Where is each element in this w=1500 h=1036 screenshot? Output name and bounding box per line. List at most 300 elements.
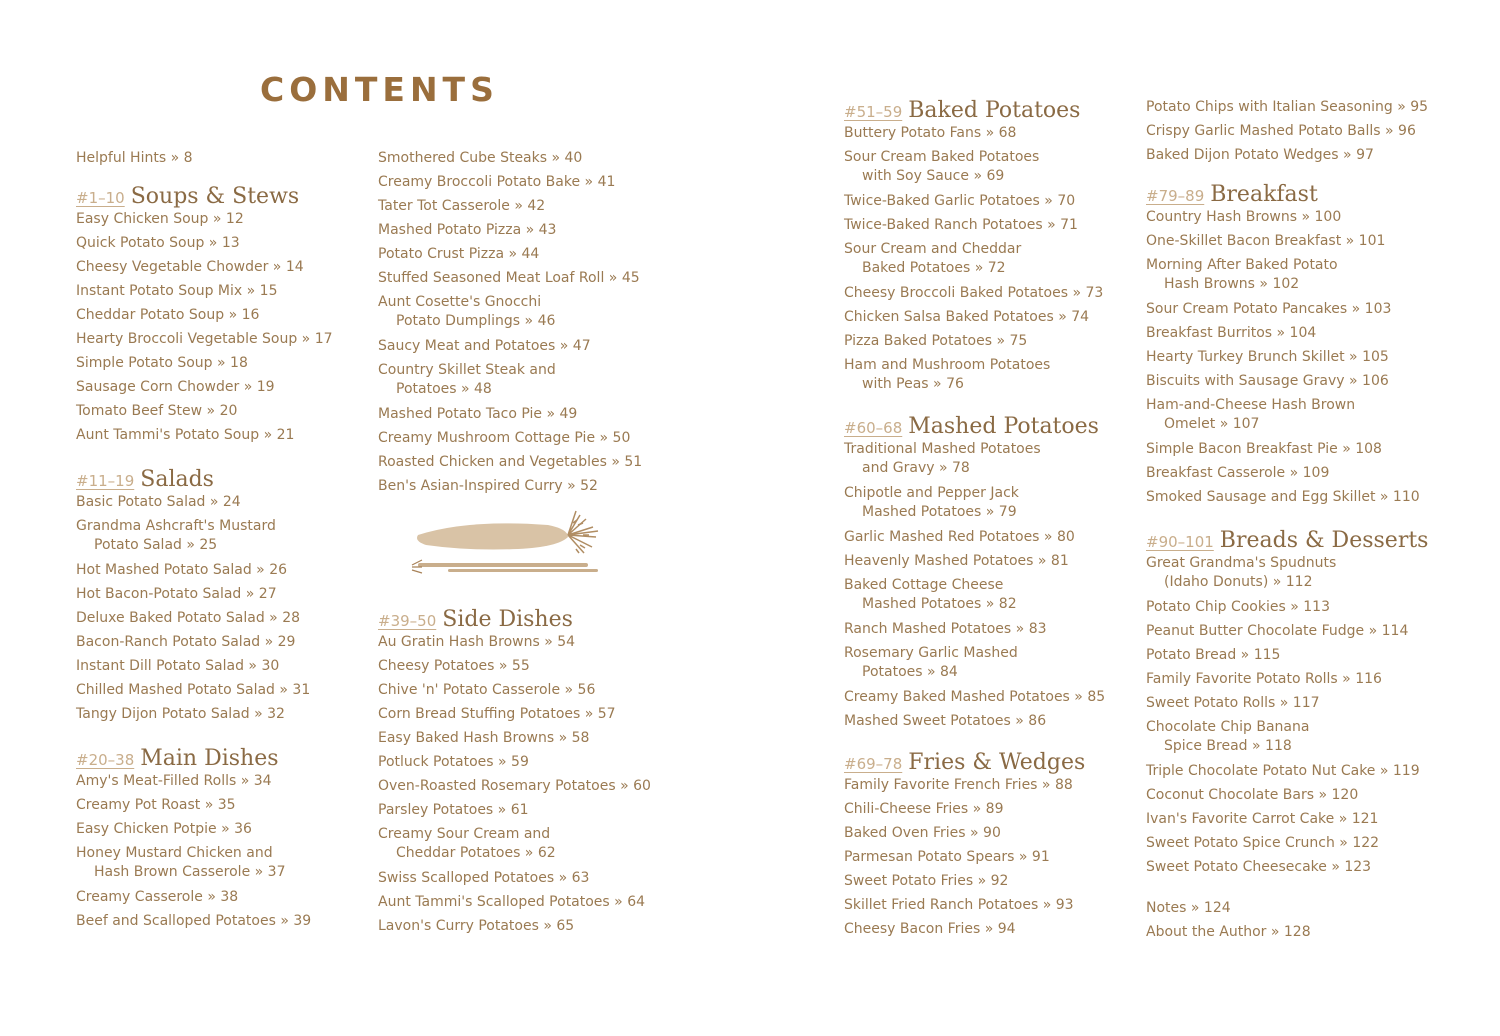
entry-title: Swiss Scalloped Potatoes <box>378 870 555 886</box>
section-breakfast <box>1146 182 1446 512</box>
toc-entry[interactable] <box>844 644 1144 688</box>
section-main-dishes-cont <box>378 149 678 501</box>
entry-page: 92 <box>990 873 1009 889</box>
entry-page: 8 <box>183 150 193 166</box>
toc-entry[interactable]: Easy Chicken Soup » 12 <box>76 211 244 227</box>
entry-title: Hot Bacon-Potato Salad <box>76 586 242 602</box>
toc-entry[interactable]: Crispy Garlic Mashed Potato Balls » 96 <box>1146 123 1416 139</box>
toc-entry[interactable] <box>844 148 1144 192</box>
entry-page: 104 <box>1289 325 1317 341</box>
toc-entry[interactable]: Beef and Scalloped Potatoes » 39 <box>76 913 312 929</box>
toc-entry[interactable]: Hot Bacon-Potato Salad » 27 <box>76 586 277 602</box>
entry-title: Potato Chips with Italian Seasoning <box>1146 99 1393 115</box>
entry-page: 94 <box>997 921 1016 937</box>
entry-page: 43 <box>538 222 557 238</box>
entry-page: 44 <box>521 246 540 262</box>
toc-entry[interactable]: Quick Potato Soup » 13 <box>76 235 240 251</box>
toc-entry[interactable]: Instant Dill Potato Salad » 30 <box>76 658 280 674</box>
entry-page: 69 <box>986 168 1005 184</box>
entry-title: Sweet Potato Rolls <box>1146 695 1276 711</box>
toc-entry[interactable]: Cheesy Bacon Fries » 94 <box>844 921 1016 937</box>
entry-page: 30 <box>261 658 280 674</box>
entry-page: 34 <box>253 773 272 789</box>
entry-title: Easy Chicken Soup <box>76 211 209 227</box>
section-range: #69–78 <box>844 755 903 773</box>
entry-title: Creamy Sour Cream and <box>378 826 551 842</box>
entry-page: 97 <box>1356 147 1374 163</box>
entry-title-continued: Potatoes » 48 <box>396 381 492 397</box>
section-heading[interactable] <box>844 414 1144 440</box>
toc-entry[interactable]: Bacon-Ranch Potato Salad » 29 <box>76 634 296 650</box>
toc-entry[interactable]: Smothered Cube Steaks » 40 <box>378 150 583 166</box>
entry-page: 63 <box>571 870 590 886</box>
entry-page: 60 <box>633 778 651 794</box>
entry-title: Sweet Potato Cheesecake <box>1146 859 1327 875</box>
entry-title: Creamy Broccoli Potato Bake <box>378 174 581 190</box>
entry-page: 122 <box>1352 835 1380 851</box>
section-heading[interactable] <box>844 750 1144 776</box>
toc-entry[interactable]: Sweet Potato Spice Crunch » 122 <box>1146 835 1380 851</box>
entry-title: Ivan's Favorite Carrot Cake <box>1146 811 1335 827</box>
toc-entry[interactable]: Smoked Sausage and Egg Skillet » 110 <box>1146 489 1420 505</box>
section-range: #51–59 <box>844 103 903 121</box>
toc-entry[interactable] <box>1146 554 1446 598</box>
entry-page: 85 <box>1087 689 1106 705</box>
entry-page: 105 <box>1362 349 1389 365</box>
entry-page: 100 <box>1314 209 1342 225</box>
toc-entry[interactable]: Family Favorite Potato Rolls » 116 <box>1146 671 1382 687</box>
toc-entry[interactable] <box>378 825 678 869</box>
toc-entry[interactable]: Baked Dijon Potato Wedges » 97 <box>1146 147 1374 163</box>
entry-page: 56 <box>577 682 596 698</box>
toc-entry[interactable]: Triple Chocolate Potato Nut Cake » 119 <box>1146 763 1420 779</box>
entry-title: About the Author <box>1146 924 1267 940</box>
section-baked-potatoes <box>844 98 1144 400</box>
toc-entry[interactable]: Family Favorite French Fries » 88 <box>844 777 1073 793</box>
entry-title: Creamy Baked Mashed Potatoes <box>844 689 1070 705</box>
entry-title: Great Grandma's Spudnuts <box>1146 555 1337 571</box>
entry-title-continued: Omelet » 107 <box>1164 416 1260 432</box>
toc-entry[interactable]: Creamy Baked Mashed Potatoes » 85 <box>844 689 1106 705</box>
entry-title: Ranch Mashed Potatoes <box>844 621 1012 637</box>
section-salads <box>76 467 376 729</box>
toc-entry[interactable]: Amy's Meat-Filled Rolls » 34 <box>76 773 272 789</box>
toc-entry[interactable]: Notes » 124 <box>1146 900 1231 916</box>
entry-page: 95 <box>1410 99 1429 115</box>
toc-entry[interactable]: Roasted Chicken and Vegetables » 51 <box>378 454 643 470</box>
entry-title-line2: Hash Brown Casserole <box>94 864 251 880</box>
entry-page: 124 <box>1203 900 1231 916</box>
section-range: #11–19 <box>76 472 135 490</box>
entry-page: 107 <box>1232 416 1260 432</box>
toc-entry[interactable]: Corn Bread Stuffing Potatoes » 57 <box>378 706 616 722</box>
entry-page: 72 <box>987 260 1006 276</box>
entry-page: 121 <box>1351 811 1379 827</box>
toc-entry[interactable]: Twice-Baked Garlic Potatoes » 70 <box>844 193 1076 209</box>
entry-page: 51 <box>624 454 643 470</box>
entry-page: 118 <box>1265 738 1292 754</box>
entry-title: Chipotle and Pepper Jack <box>844 485 1019 501</box>
entry-page: 114 <box>1381 623 1409 639</box>
entry-title-line2: with Soy Sauce <box>862 168 969 184</box>
toc-entry[interactable]: Oven-Roasted Rosemary Potatoes » 60 <box>378 778 651 794</box>
entry-title: Corn Bread Stuffing Potatoes <box>378 706 581 722</box>
entry-page: 32 <box>267 706 285 722</box>
entry-title: Rosemary Garlic Mashed <box>844 645 1018 661</box>
section-title: Soups & Stews <box>130 184 300 209</box>
entry-page: 70 <box>1057 193 1076 209</box>
entry-page: 14 <box>285 259 304 275</box>
section-heading[interactable] <box>76 184 376 210</box>
toc-entry[interactable] <box>378 293 678 337</box>
entry-title: Family Favorite French Fries <box>844 777 1038 793</box>
toc-entry[interactable]: Potluck Potatoes » 59 <box>378 754 529 770</box>
toc-entry[interactable]: Chicken Salsa Baked Potatoes » 74 <box>844 309 1090 325</box>
entry-page: 42 <box>527 198 546 214</box>
toc-entry[interactable]: Potato Crust Pizza » 44 <box>378 246 540 262</box>
entry-title: Helpful Hints <box>76 150 167 166</box>
toc-entry[interactable]: Twice-Baked Ranch Potatoes » 71 <box>844 217 1078 233</box>
section-breads-desserts <box>1146 528 1446 882</box>
entry-page: 61 <box>510 802 529 818</box>
entry-title: Instant Dill Potato Salad <box>76 658 244 674</box>
entry-title: Sour Cream and Cheddar <box>844 241 1022 257</box>
toc-entry[interactable]: Country Hash Browns » 100 <box>1146 209 1342 225</box>
toc-entry[interactable]: Garlic Mashed Red Potatoes » 80 <box>844 529 1075 545</box>
entry-page: 57 <box>597 706 616 722</box>
entry-title: Hot Mashed Potato Salad <box>76 562 252 578</box>
entry-title-line2: Hash Browns <box>1164 276 1255 292</box>
toc-entry[interactable]: Sweet Potato Rolls » 117 <box>1146 695 1320 711</box>
entry-page: 12 <box>225 211 244 227</box>
entry-title: Baked Dijon Potato Wedges <box>1146 147 1339 163</box>
entry-title-line2: Baked Potatoes <box>862 260 971 276</box>
entry-title: Easy Baked Hash Browns <box>378 730 555 746</box>
toc-entry[interactable]: Mashed Sweet Potatoes » 86 <box>844 713 1047 729</box>
toc-entry[interactable]: Stuffed Seasoned Meat Loaf Roll » 45 <box>378 270 640 286</box>
toc-entry[interactable]: Swiss Scalloped Potatoes » 63 <box>378 870 590 886</box>
entry-page: 117 <box>1292 695 1320 711</box>
entry-title: Mashed Potato Pizza <box>378 222 522 238</box>
toc-entry[interactable]: Easy Chicken Potpie » 36 <box>76 821 252 837</box>
toc-entry[interactable]: Parmesan Potato Spears » 91 <box>844 849 1050 865</box>
entry-title: Sour Cream Baked Potatoes <box>844 149 1040 165</box>
entry-title: Ham-and-Cheese Hash Brown <box>1146 397 1356 413</box>
entry-title: Chilled Mashed Potato Salad <box>76 682 275 698</box>
entry-title-continued: with Soy Sauce » 69 <box>862 168 1005 184</box>
entry-page: 120 <box>1331 787 1359 803</box>
section-range: #20–38 <box>76 751 135 769</box>
page-title: CONTENTS <box>260 70 499 109</box>
entry-page: 26 <box>269 562 288 578</box>
toc-entry[interactable] <box>1146 396 1446 440</box>
entry-page: 101 <box>1358 233 1386 249</box>
toc-entry[interactable] <box>1146 256 1446 300</box>
entry-page: 89 <box>985 801 1004 817</box>
entry-page: 55 <box>511 658 530 674</box>
entry-title: Sour Cream Potato Pancakes <box>1146 301 1348 317</box>
entry-title: Ham and Mushroom Potatoes <box>844 357 1051 373</box>
entry-title: Baked Oven Fries <box>844 825 966 841</box>
section-title: Breakfast <box>1210 182 1318 207</box>
section-heading[interactable] <box>1146 528 1446 554</box>
toc-entry[interactable]: Hot Mashed Potato Salad » 26 <box>76 562 288 578</box>
toc-entry[interactable]: Ranch Mashed Potatoes » 83 <box>844 621 1047 637</box>
entry-page: 113 <box>1303 599 1330 615</box>
toc-entry[interactable]: Skillet Fried Ranch Potatoes » 93 <box>844 897 1074 913</box>
toc-entry[interactable]: Parsley Potatoes » 61 <box>378 802 529 818</box>
entry-title: Bacon-Ranch Potato Salad <box>76 634 261 650</box>
entry-title: Pizza Baked Potatoes <box>844 333 993 349</box>
entry-page: 91 <box>1031 849 1050 865</box>
entry-page: 13 <box>221 235 240 251</box>
toc-entry[interactable]: Chilled Mashed Potato Salad » 31 <box>76 682 311 698</box>
toc-entry[interactable] <box>76 517 376 561</box>
toc-entry[interactable]: Breakfast Casserole » 109 <box>1146 465 1330 481</box>
entry-title: Mashed Potato Taco Pie <box>378 406 543 422</box>
section-heading[interactable] <box>1146 182 1446 208</box>
entry-page: 29 <box>277 634 296 650</box>
entry-title: Honey Mustard Chicken and <box>76 845 273 861</box>
toc-entry[interactable]: Chili-Cheese Fries » 89 <box>844 801 1004 817</box>
entry-title: Triple Chocolate Potato Nut Cake <box>1146 763 1376 779</box>
toc-entry[interactable]: Sweet Potato Cheesecake » 123 <box>1146 859 1372 875</box>
toc-entry[interactable]: Aunt Tammi's Potato Soup » 21 <box>76 427 295 443</box>
entry-page: 35 <box>217 797 236 813</box>
section-range: #60–68 <box>844 419 903 437</box>
entry-page: 15 <box>259 283 278 299</box>
toc-entry[interactable] <box>76 844 376 888</box>
section-soups <box>76 184 376 450</box>
entry-title: Coconut Chocolate Bars <box>1146 787 1315 803</box>
toc-entry[interactable]: Saucy Meat and Potatoes » 47 <box>378 338 591 354</box>
section-fries-wedges <box>844 750 1144 944</box>
toc-entry[interactable]: Sausage Corn Chowder » 19 <box>76 379 275 395</box>
entry-title: Family Favorite Potato Rolls <box>1146 671 1338 687</box>
entry-title: Country Skillet Steak and <box>378 362 556 378</box>
entry-title: Parmesan Potato Spears <box>844 849 1015 865</box>
entry-page: 112 <box>1285 574 1313 590</box>
entry-title: Potato Chip Cookies <box>1146 599 1286 615</box>
toc-entry[interactable]: Breakfast Burritos » 104 <box>1146 325 1317 341</box>
entry-page: 64 <box>627 894 646 910</box>
toc-entry[interactable]: Instant Potato Soup Mix » 15 <box>76 283 278 299</box>
toc-entry[interactable]: One-Skillet Bacon Breakfast » 101 <box>1146 233 1386 249</box>
toc-entry[interactable]: Peanut Butter Chocolate Fudge » 114 <box>1146 623 1409 639</box>
toc-entry[interactable] <box>1146 718 1446 762</box>
entry-page: 52 <box>580 478 598 494</box>
toc-entry[interactable]: Sour Cream Potato Pancakes » 103 <box>1146 301 1392 317</box>
entry-page: 41 <box>597 174 616 190</box>
entry-page: 83 <box>1028 621 1047 637</box>
entry-page: 25 <box>199 537 218 553</box>
helpful-hints-section <box>76 149 376 173</box>
toc-entry[interactable]: Coconut Chocolate Bars » 120 <box>1146 787 1359 803</box>
toc-entry[interactable]: Potato Chips with Italian Seasoning » 95 <box>1146 99 1429 115</box>
entry-title-line2: Potato Dumplings <box>396 313 521 329</box>
toc-entry[interactable]: Aunt Tammi's Scalloped Potatoes » 64 <box>378 894 646 910</box>
entry-page: 88 <box>1054 777 1073 793</box>
entry-title: Potluck Potatoes <box>378 754 494 770</box>
toc-entry[interactable]: Baked Oven Fries » 90 <box>844 825 1001 841</box>
entry-title: Cheesy Potatoes <box>378 658 495 674</box>
entry-page: 79 <box>998 504 1017 520</box>
section-heading[interactable] <box>844 98 1144 124</box>
entry-page: 36 <box>234 821 252 837</box>
section-heading[interactable] <box>76 467 376 493</box>
entry-page: 78 <box>952 460 970 476</box>
toc-entry[interactable]: Creamy Casserole » 38 <box>76 889 239 905</box>
toc-entry[interactable] <box>844 440 1144 484</box>
entry-title: Smoked Sausage and Egg Skillet <box>1146 489 1376 505</box>
entry-title: Twice-Baked Garlic Potatoes <box>844 193 1040 209</box>
entry-title: Tomato Beef Stew <box>76 403 203 419</box>
section-title: Salads <box>140 467 214 492</box>
toc-entry[interactable]: Biscuits with Sausage Gravy » 106 <box>1146 373 1389 389</box>
entry-page: 102 <box>1272 276 1300 292</box>
entry-page: 96 <box>1398 123 1416 139</box>
section-range: #1–10 <box>76 189 125 207</box>
entry-title: Chive 'n' Potato Casserole <box>378 682 561 698</box>
entry-title-line2: Cheddar Potatoes <box>396 845 521 861</box>
entry-page: 115 <box>1253 647 1281 663</box>
entry-title-continued: Hash Brown Casserole » 37 <box>94 864 286 880</box>
section-fries-cont <box>1146 98 1446 170</box>
section-title: Side Dishes <box>442 607 573 632</box>
entry-title: Oven-Roasted Rosemary Potatoes <box>378 778 616 794</box>
toc-entry[interactable]: Easy Baked Hash Browns » 58 <box>378 730 590 746</box>
entry-page: 49 <box>559 406 578 422</box>
toc-entry[interactable]: Creamy Broccoli Potato Bake » 41 <box>378 174 616 190</box>
entry-page: 28 <box>282 610 301 626</box>
toc-entry[interactable]: Mashed Potato Pizza » 43 <box>378 222 557 238</box>
entry-title-continued: and Gravy » 78 <box>862 460 970 476</box>
entry-title-line2: Potatoes <box>396 381 457 397</box>
entry-title: Morning After Baked Potato <box>1146 257 1338 273</box>
toc-entry[interactable] <box>378 361 678 405</box>
toc-entry[interactable]: Cheesy Broccoli Baked Potatoes » 73 <box>844 285 1104 301</box>
toc-entry[interactable]: Potato Chip Cookies » 113 <box>1146 599 1330 615</box>
entry-page: 59 <box>511 754 529 770</box>
entry-title: Potato Crust Pizza <box>378 246 505 262</box>
entry-page: 27 <box>258 586 277 602</box>
section-side-dishes <box>378 607 678 941</box>
entry-title: Biscuits with Sausage Gravy <box>1146 373 1345 389</box>
entry-title-continued: Baked Potatoes » 72 <box>862 260 1006 276</box>
entry-page: 80 <box>1056 529 1075 545</box>
section-title: Breads & Desserts <box>1219 528 1429 553</box>
toc-entry[interactable]: Cheesy Potatoes » 55 <box>378 658 530 674</box>
entry-page: 119 <box>1392 763 1420 779</box>
entry-title: Simple Bacon Breakfast Pie <box>1146 441 1338 457</box>
entry-title: Simple Potato Soup <box>76 355 213 371</box>
entry-title: Breakfast Casserole <box>1146 465 1286 481</box>
toc-entry[interactable]: Creamy Mushroom Cottage Pie » 50 <box>378 430 631 446</box>
entry-title-continued: Hash Browns » 102 <box>1164 276 1300 292</box>
toc-entry[interactable]: Basic Potato Salad » 24 <box>76 494 241 510</box>
section-range: #79–89 <box>1146 187 1205 205</box>
toc-entry[interactable]: Ivan's Favorite Carrot Cake » 121 <box>1146 811 1379 827</box>
toc-entry[interactable]: Creamy Pot Roast » 35 <box>76 797 236 813</box>
toc-entry[interactable]: Simple Bacon Breakfast Pie » 108 <box>1146 441 1382 457</box>
toc-entry[interactable]: Potato Bread » 115 <box>1146 647 1281 663</box>
entry-title: Chocolate Chip Banana <box>1146 719 1310 735</box>
section-title: Fries & Wedges <box>908 750 1086 775</box>
entry-page: 108 <box>1355 441 1382 457</box>
entry-page: 73 <box>1085 285 1104 301</box>
section-heading[interactable] <box>76 746 376 772</box>
toc-entry[interactable]: Sweet Potato Fries » 92 <box>844 873 1009 889</box>
entry-title: Lavon's Curry Potatoes <box>378 918 539 934</box>
toc-entry[interactable]: Tomato Beef Stew » 20 <box>76 403 238 419</box>
entry-page: 47 <box>572 338 591 354</box>
toc-entry[interactable]: Tangy Dijon Potato Salad » 32 <box>76 706 285 722</box>
section-main-dishes <box>76 746 376 936</box>
toc-entry[interactable]: Au Gratin Hash Browns » 54 <box>378 634 576 650</box>
entry-title: Creamy Pot Roast <box>76 797 201 813</box>
entry-title: Quick Potato Soup <box>76 235 205 251</box>
entry-title: Breakfast Burritos <box>1146 325 1273 341</box>
entry-title: Peanut Butter Chocolate Fudge <box>1146 623 1365 639</box>
toc-entry[interactable] <box>844 240 1144 284</box>
toc-entry[interactable]: Simple Potato Soup » 18 <box>76 355 248 371</box>
entry-title: Aunt Cosette's Gnocchi <box>378 294 542 310</box>
entry-title: Chicken Salsa Baked Potatoes <box>844 309 1054 325</box>
entry-page: 76 <box>946 376 964 392</box>
toc-entry[interactable]: Lavon's Curry Potatoes » 65 <box>378 918 575 934</box>
entry-page: 123 <box>1344 859 1372 875</box>
toc-entry[interactable]: Ben's Asian-Inspired Curry » 52 <box>378 478 598 494</box>
entry-title: Creamy Mushroom Cottage Pie <box>378 430 596 446</box>
toc-entry[interactable]: Heavenly Mashed Potatoes » 81 <box>844 553 1069 569</box>
entry-title: Heavenly Mashed Potatoes <box>844 553 1034 569</box>
toc-entry[interactable] <box>844 356 1144 400</box>
toc-entry[interactable]: Helpful Hints » 8 <box>76 150 193 166</box>
toc-entry[interactable]: Pizza Baked Potatoes » 75 <box>844 333 1028 349</box>
section-end-matter <box>1146 899 1446 947</box>
entry-page: 19 <box>256 379 275 395</box>
toc-entry[interactable]: Buttery Potato Fans » 68 <box>844 125 1017 141</box>
toc-entry[interactable] <box>844 576 1144 620</box>
toc-entry[interactable]: Tater Tot Casserole » 42 <box>378 198 546 214</box>
section-mashed-potatoes <box>844 414 1144 736</box>
entry-title: Twice-Baked Ranch Potatoes <box>844 217 1043 233</box>
toc-entry[interactable]: Hearty Turkey Brunch Skillet » 105 <box>1146 349 1389 365</box>
entry-page: 24 <box>222 494 241 510</box>
toc-entry[interactable] <box>844 484 1144 528</box>
entry-title-continued: Potato Dumplings » 46 <box>396 313 556 329</box>
section-title: Main Dishes <box>140 746 279 771</box>
toc-entry[interactable]: Mashed Potato Taco Pie » 49 <box>378 406 578 422</box>
entry-page: 62 <box>537 845 556 861</box>
section-heading[interactable] <box>378 607 678 633</box>
toc-entry[interactable]: Deluxe Baked Potato Salad » 28 <box>76 610 301 626</box>
toc-entry[interactable]: Cheesy Vegetable Chowder » 14 <box>76 259 304 275</box>
entry-title-continued: Cheddar Potatoes » 62 <box>396 845 556 861</box>
toc-entry[interactable]: About the Author » 128 <box>1146 924 1311 940</box>
toc-entry[interactable]: Hearty Broccoli Vegetable Soup » 17 <box>76 331 333 347</box>
entry-title: Tangy Dijon Potato Salad <box>76 706 250 722</box>
toc-entry[interactable]: Chive 'n' Potato Casserole » 56 <box>378 682 596 698</box>
toc-entry[interactable]: Cheddar Potato Soup » 16 <box>76 307 260 323</box>
entry-title-line2: Spice Bread <box>1164 738 1248 754</box>
entry-page: 75 <box>1009 333 1028 349</box>
entry-title-line2: and Gravy <box>862 460 935 476</box>
entry-page: 116 <box>1355 671 1382 687</box>
entry-title-continued: Mashed Potatoes » 82 <box>862 596 1017 612</box>
section-title: Baked Potatoes <box>908 98 1081 123</box>
entry-page: 16 <box>241 307 260 323</box>
